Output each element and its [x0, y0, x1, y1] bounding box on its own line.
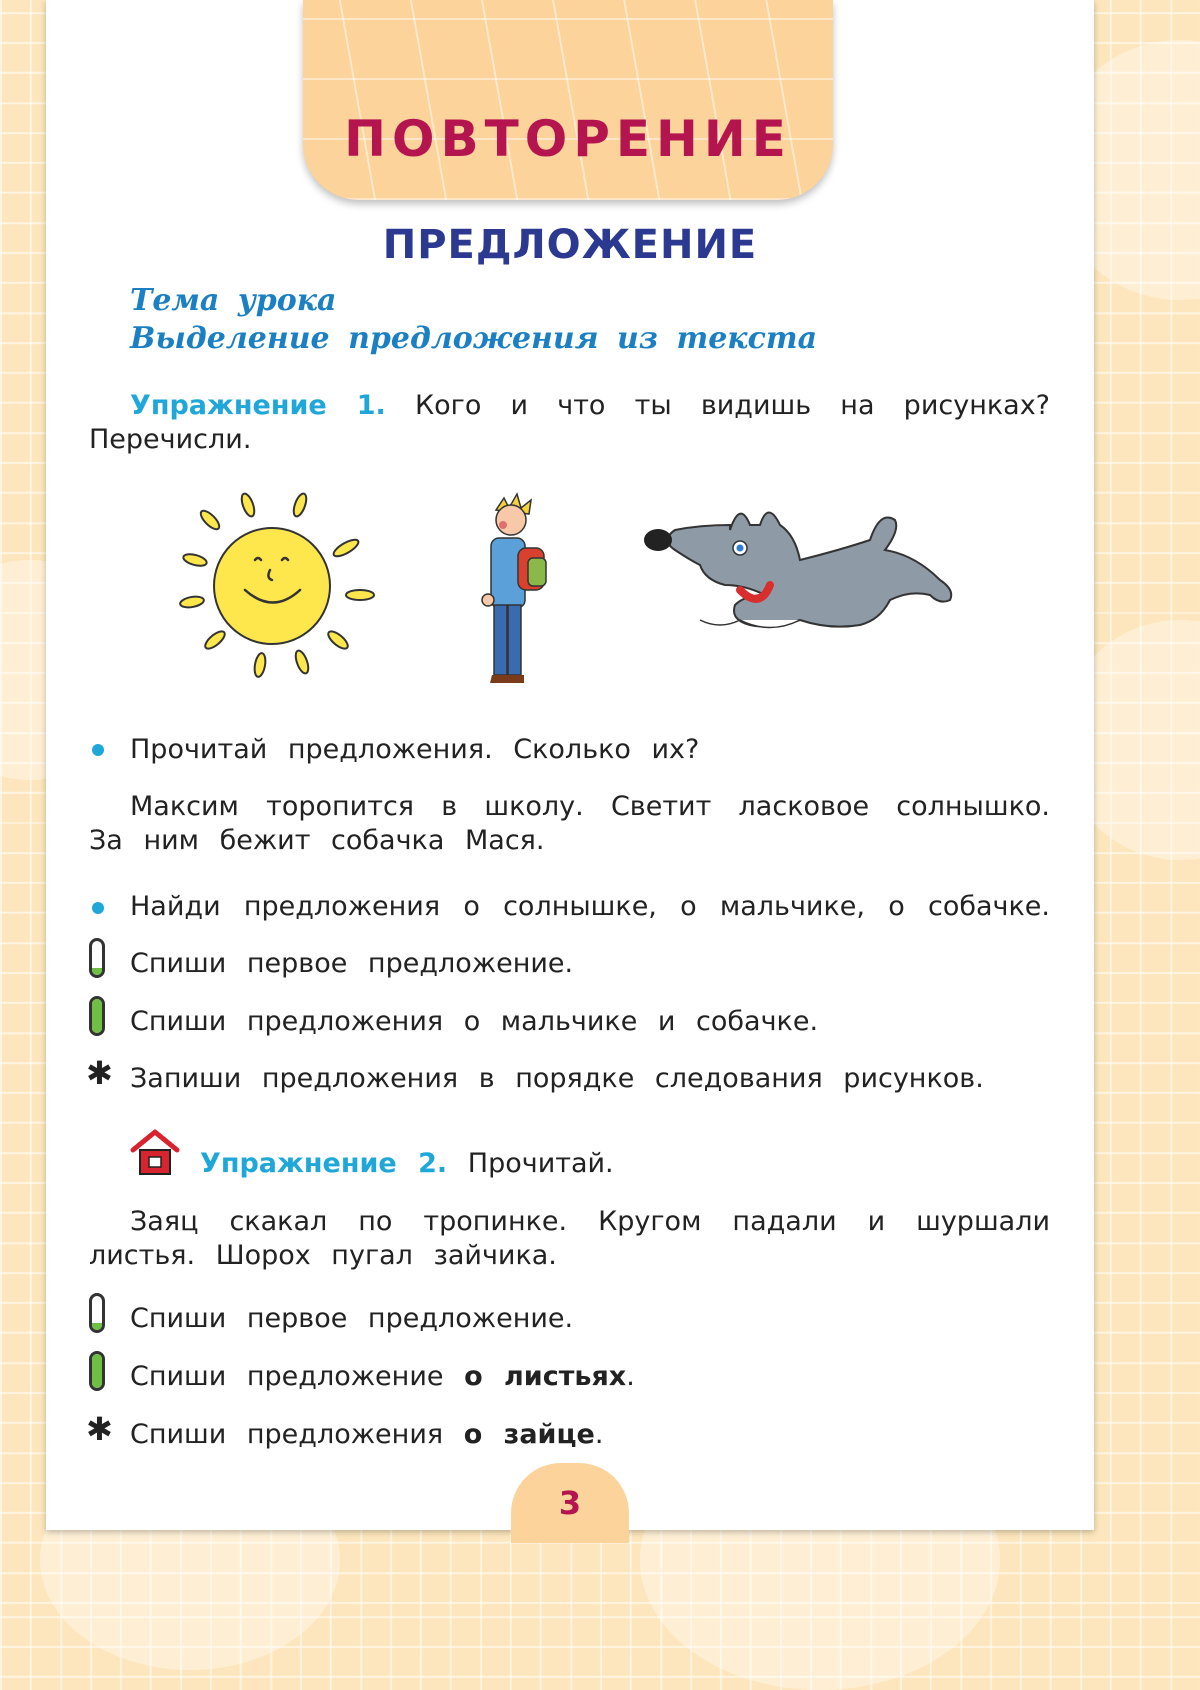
exercise1-question-text: Кого и что ты видишь на рисунках? [414, 390, 1051, 421]
page-number: 3 [558, 1484, 582, 1522]
bullet-dot-icon [92, 744, 104, 756]
exercise1-task-level1: Спиши первое предложение. [130, 948, 574, 979]
asterisk-icon: ✱ [86, 1410, 113, 1448]
task-star-bold: о зайце [463, 1419, 595, 1450]
task-star-suffix: . [594, 1419, 604, 1450]
section-title: ПРЕДЛОЖЕНИЕ [382, 222, 758, 268]
exercise2-heading [200, 1147, 614, 1181]
exercise2-text-line2: листья. Шорох пугал зайчика. [89, 1240, 557, 1271]
task-level2-bold: о листьях [464, 1361, 627, 1392]
sun-illustration [170, 490, 390, 680]
half-empty-tube-icon [89, 1293, 105, 1333]
exercise2-instruction: Прочитай. [467, 1148, 614, 1179]
exercise1-question [130, 389, 1050, 423]
exercise1-task-level2: Спиши предложения о мальчике и собачке. [130, 1006, 819, 1037]
exercise1-label: Упражнение 1. [130, 390, 386, 421]
exercise1-text-line1: Максим торопится в школу. Светит ласковое солнышко. [130, 791, 1050, 822]
exercise2-task-level2 [130, 1360, 635, 1394]
house-icon [130, 1128, 180, 1178]
tab-title: ПОВТОРЕНИЕ [344, 110, 792, 168]
task-star-prefix: Спиши предложения [130, 1419, 464, 1450]
exercise1-question-continued: Перечисли. [89, 424, 252, 455]
exercise2-label: Упражнение 2. [200, 1148, 448, 1179]
exercise2-task-level1: Спиши первое предложение. [130, 1303, 574, 1334]
bullet-dot-icon [92, 902, 104, 914]
topic-label: Тема урока [130, 283, 337, 318]
exercise1-bullet1: Прочитай предложения. Сколько их? [130, 734, 700, 765]
topic-title: Выделение предложения из текста [130, 321, 818, 356]
exercise1-bullet2: Найди предложения о солнышке, о мальчике, о собачке. [130, 891, 1050, 922]
exercise2-text-line1: Заяц скакал по тропинке. Кругом падали и шуршали [130, 1206, 1050, 1237]
asterisk-icon: ✱ [86, 1054, 113, 1092]
green-tube-icon [89, 1351, 105, 1391]
header-tab [303, 0, 833, 200]
task-level2-prefix: Спиши предложение [130, 1361, 465, 1392]
exercise1-text-line2: За ним бежит собачка Мася. [89, 825, 545, 856]
exercise1-task-star: Запиши предложения в порядке следования рисунков. [130, 1063, 984, 1094]
exercise2-task-star [130, 1418, 603, 1452]
dog-illustration [640, 490, 960, 680]
half-empty-tube-icon [89, 938, 105, 978]
green-tube-icon [89, 996, 105, 1036]
boy-illustration [476, 490, 566, 690]
task-level2-suffix: . [626, 1361, 635, 1392]
